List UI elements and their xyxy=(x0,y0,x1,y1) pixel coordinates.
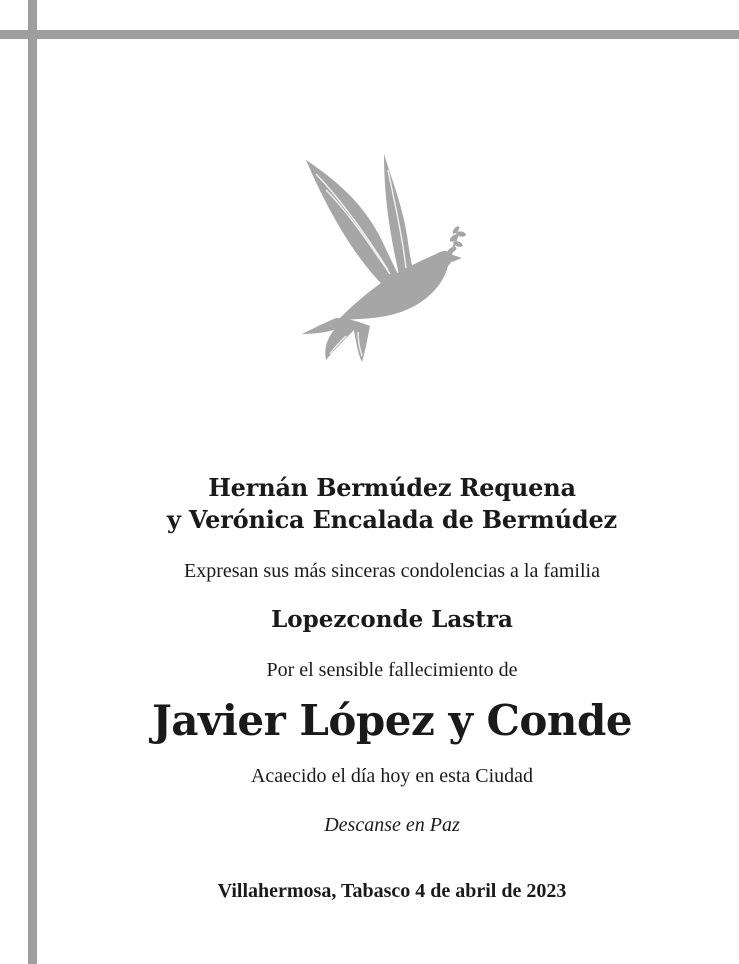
dove-tail xyxy=(302,318,370,362)
place-and-date: Villahermosa, Tabasco 4 de abril de 2023 xyxy=(217,880,567,902)
reason-text: Por el sensible fallecimiento de xyxy=(266,659,518,681)
donor-name-line-1: Hernán Bermúdez Requena xyxy=(208,473,576,502)
dove-body xyxy=(336,251,453,322)
top-border-rule xyxy=(0,30,739,39)
occurred-text: Acaecido el día hoy en esta Ciudad xyxy=(250,765,534,787)
donor-name-line-2: y Verónica Encalada de Bermúdez xyxy=(167,505,617,534)
dove-icon xyxy=(296,150,468,366)
family-name: Lopezconde Lastra xyxy=(271,606,513,633)
rest-in-peace-text: Descanse en Paz xyxy=(324,814,460,836)
condolence-message: Expresan sus más sinceras condolencias a la familia xyxy=(184,560,600,582)
left-border-rule xyxy=(28,0,37,964)
deceased-name: Javier López y Conde xyxy=(151,696,633,745)
